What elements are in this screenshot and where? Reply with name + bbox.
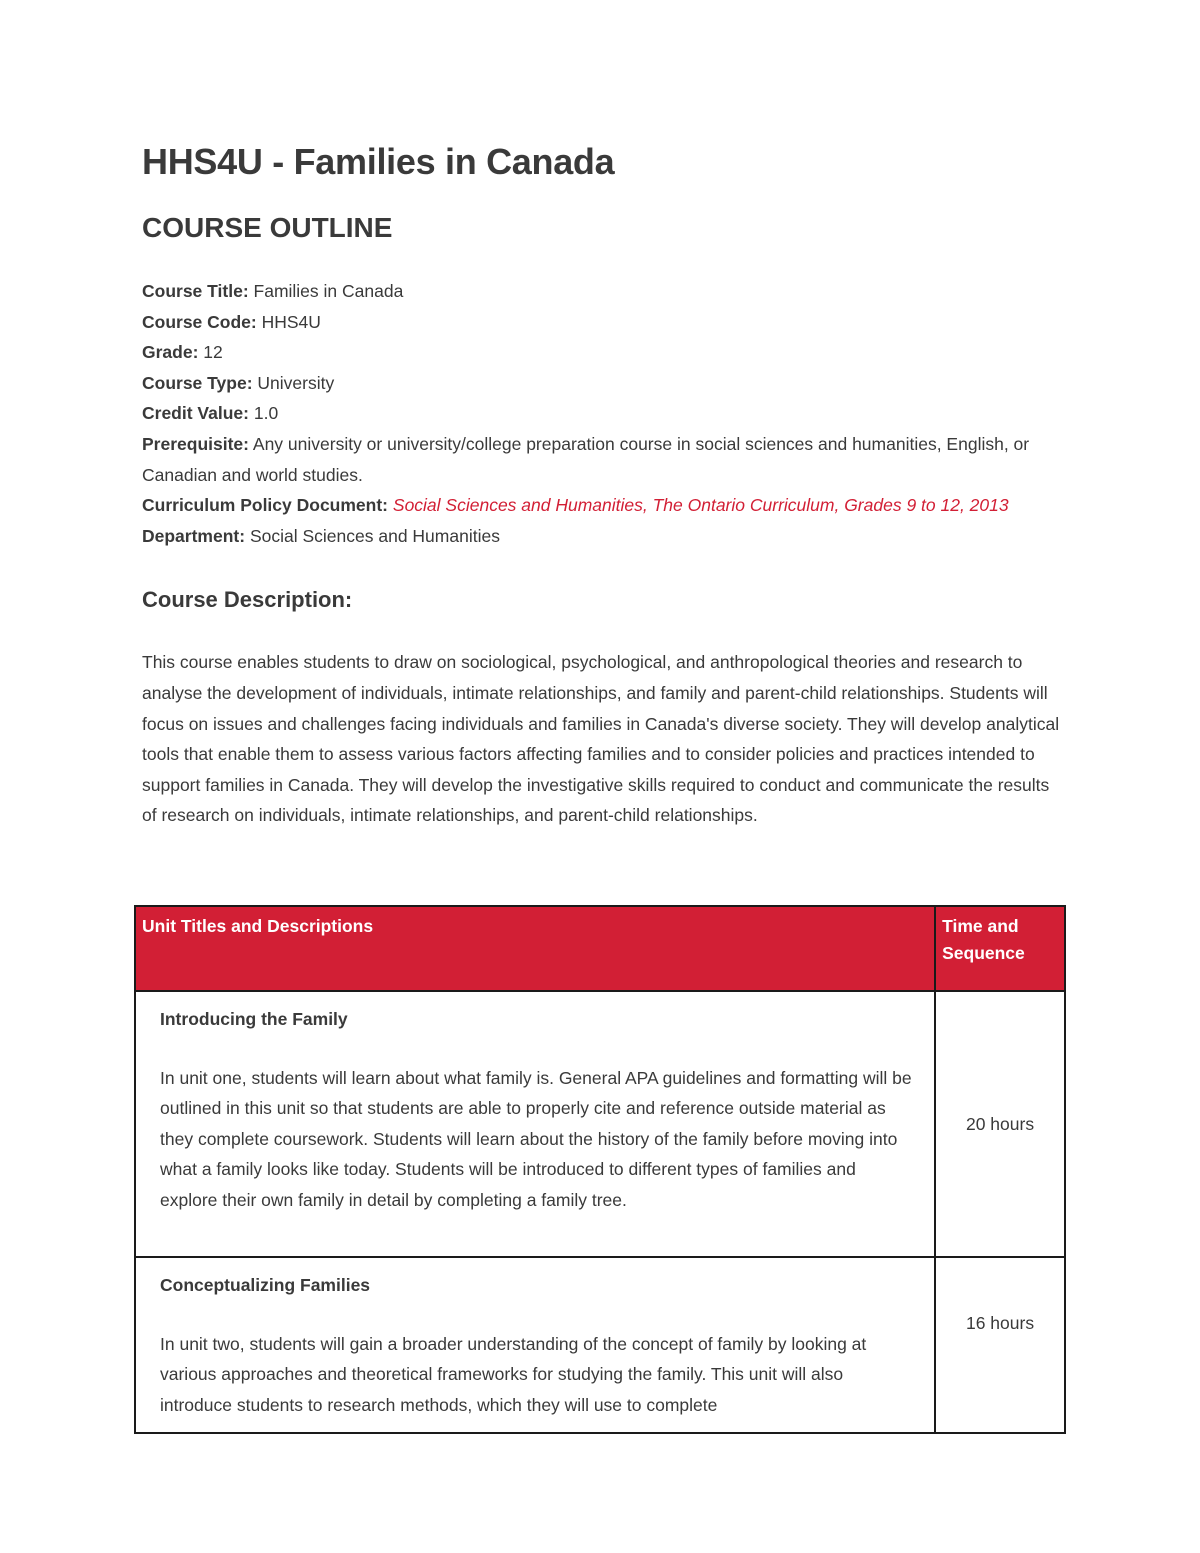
meta-label: Grade:: [142, 342, 199, 363]
unit-cell: [135, 991, 935, 1257]
units-table: [134, 905, 1066, 1434]
time-value: 16 hours: [965, 1312, 1035, 1333]
meta-grade: [142, 337, 1067, 368]
table-header-row: [135, 906, 1065, 991]
unit-description: In unit two, students will gain a broader understanding of the concept of family by looking at various approaches and theoretical frameworks for studying the family. This unit will also introduce students to research methods, which they will use to complete: [160, 1333, 867, 1415]
meta-value: Social Sciences and Humanities: [249, 525, 500, 546]
table-row: [135, 1257, 1065, 1433]
meta-department: [142, 521, 1067, 552]
meta-course-title: [142, 276, 1067, 307]
meta-label: Credit Value:: [142, 403, 249, 424]
unit-cell-clip: [160, 1270, 914, 1420]
policy-document-link[interactable]: Social Sciences and Humanities, The Ontario Curriculum, Grades 9 to 12, 2013: [392, 495, 1009, 516]
time-cell: 20 hours: [935, 991, 1065, 1257]
page-subtitle: COURSE OUTLINE: [142, 212, 393, 243]
meta-label: Course Title:: [142, 281, 249, 301]
meta-value: 12: [203, 342, 223, 363]
meta-value: HHS4U: [261, 311, 321, 332]
meta-label: Course Code:: [142, 311, 257, 332]
meta-credit-value: [142, 398, 1067, 429]
meta-label: Department:: [142, 525, 246, 546]
meta-label: Course Type:: [142, 372, 253, 393]
header-unit-titles: Unit Titles and Descriptions: [135, 906, 935, 991]
meta-value: 1.0: [253, 403, 279, 424]
table-row: [135, 991, 1065, 1257]
header-time-sequence: Time and Sequence: [935, 906, 1065, 991]
meta-value: Any university or university/college preparation course in social sciences and humanities, English, or Canadian and world studies.: [142, 433, 1030, 485]
course-description-text: This course enables students to draw on sociological, psychological, and anthropological theories and research to analyse the development of individuals, intimate relationships, and family and parent-child relationships. Students will focus on issues and challenges facing individuals and families in Canada's diverse society. They will develop analytical tools that enable them to assess various factors affecting families and to consider policies and practices intended to support families in Canada. They will develop the investigative skills required to conduct and communicate the results of research on individuals, intimate relationships, and parent-child relationships.: [142, 652, 1060, 826]
meta-value: University: [257, 372, 335, 393]
meta-policy-document: [142, 490, 1067, 521]
meta-course-code: [142, 307, 1067, 338]
meta-value: Families in Canada: [253, 281, 404, 301]
meta-course-type: [142, 368, 1067, 399]
time-cell: [935, 1257, 1065, 1433]
meta-label: Prerequisite:: [142, 433, 249, 454]
unit-cell: [135, 1257, 935, 1433]
meta-label: Curriculum Policy Document:: [142, 495, 389, 516]
unit-description: In unit one, students will learn about what family is. General APA guidelines and formatting will be outlined in this unit so that students are able to properly cite and reference outside material as they complete coursework. Students will learn about the history of the family before moving into what a family looks like today. Students will be introduced to different types of families and explore their own family in detail by completing a family tree.: [160, 1067, 912, 1210]
course-meta: [142, 276, 1067, 551]
meta-prerequisite: [142, 429, 1067, 490]
page-title: HHS4U - Families in Canada: [142, 141, 615, 182]
unit-title: Introducing the Family: [160, 1009, 348, 1029]
document-page: [142, 138, 1067, 848]
unit-title: Conceptualizing Families: [160, 1275, 371, 1295]
course-description-heading: Course Description:: [142, 587, 353, 613]
